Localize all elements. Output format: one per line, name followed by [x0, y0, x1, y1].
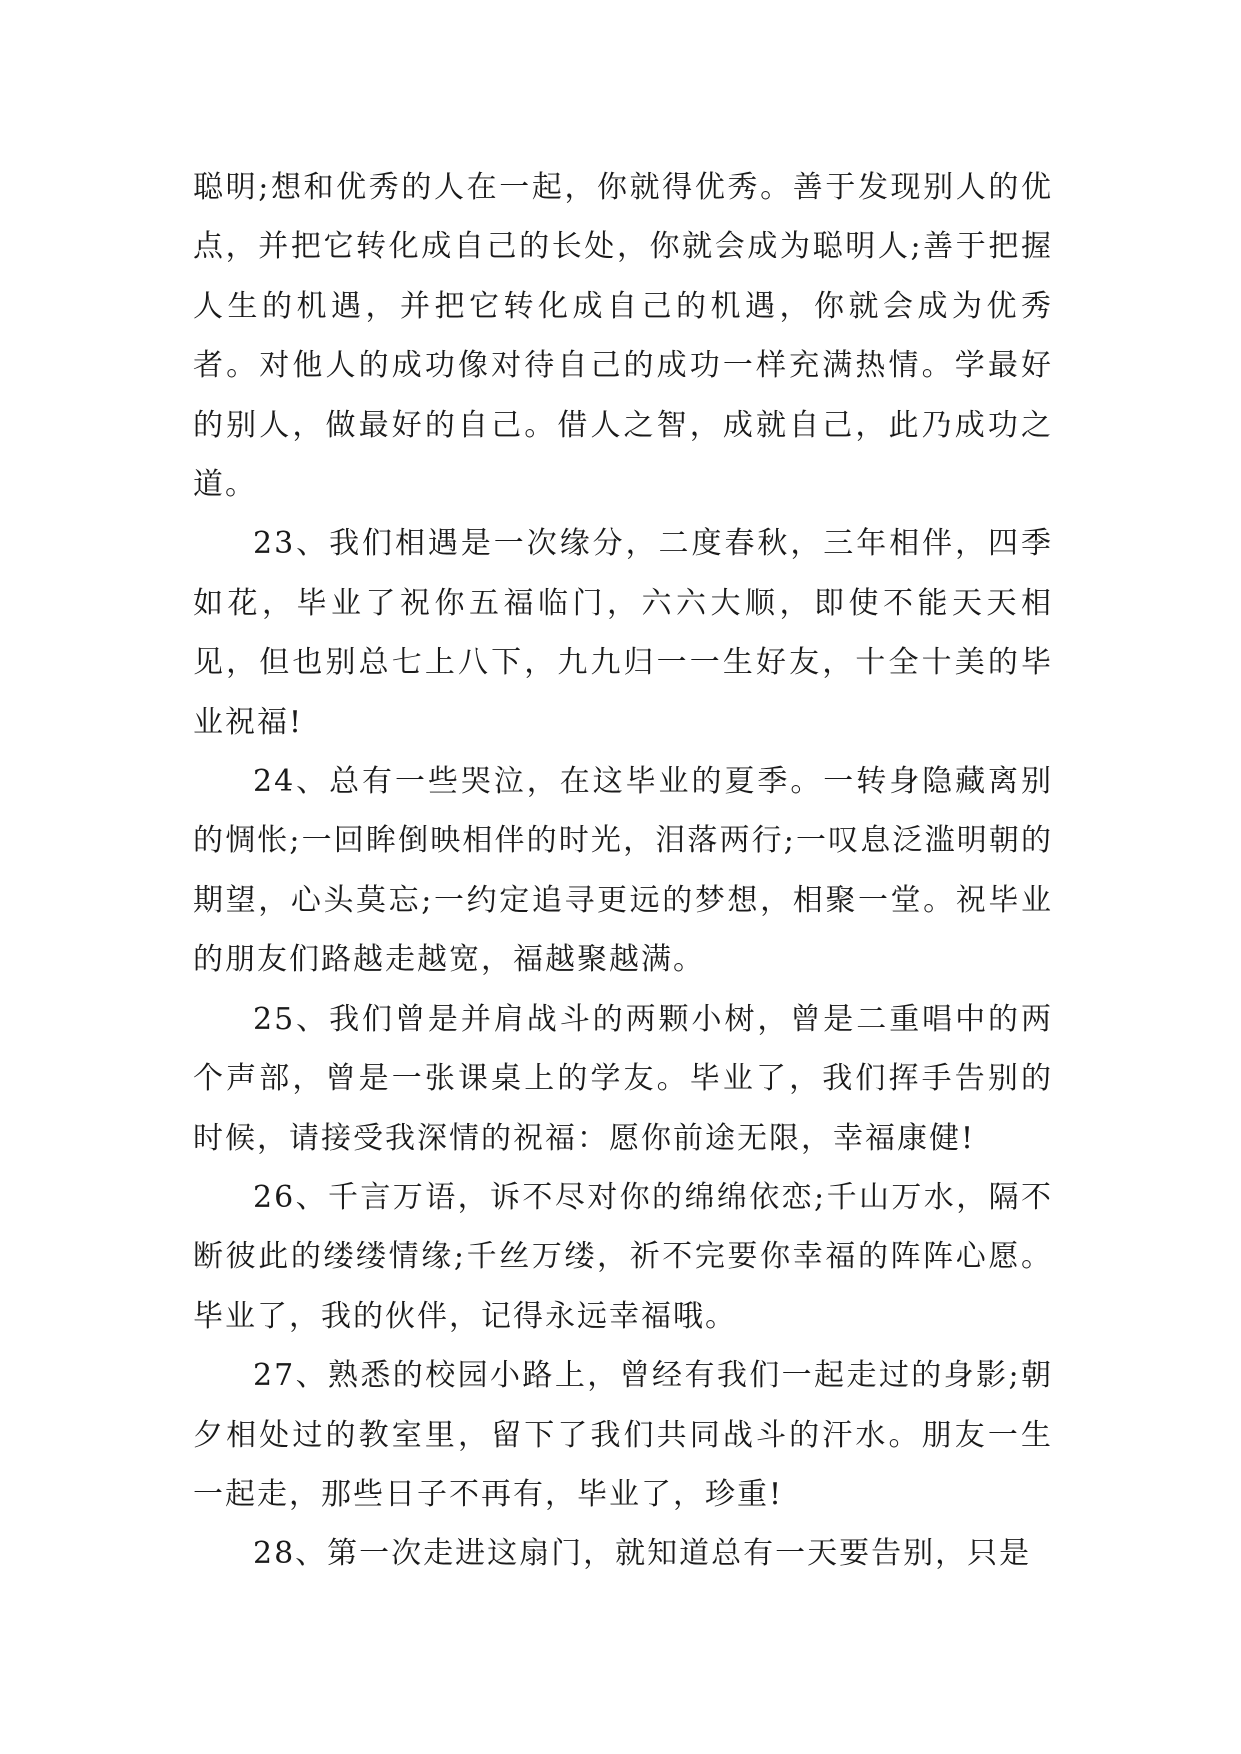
- document-body: [193, 158, 1053, 1584]
- paragraph-24: 24、总有一些哭泣，在这毕业的夏季。一转身隐藏离别的惆怅;一回眸倒映相伴的时光，泪落两行;一叹息泛滥明朝的期望，心头莫忘;一约定追寻更远的梦想，相聚一堂。祝毕业的朋友们路越走越宽，福越聚越满。: [193, 764, 1053, 978]
- paragraph-27: 27、熟悉的校园小路上，曾经有我们一起走过的身影;朝夕相处过的教室里，留下了我们共同战斗的汗水。朋友一生一起走，那些日子不再有，毕业了，珍重!: [193, 1358, 1053, 1512]
- paragraph-26: 26、千言万语，诉不尽对你的绵绵依恋;千山万水，隔不断彼此的缕缕情缘;千丝万缕，祈不完要你幸福的阵阵心愿。毕业了，我的伙伴，记得永远幸福哦。: [193, 1179, 1053, 1334]
- paragraph-25: 25、我们曾是并肩战斗的两颗小树，曾是二重唱中的两个声部，曾是一张课桌上的学友。毕业了，我们挥手告别的时候，请接受我深情的祝福：愿你前途无限，幸福康健!: [193, 1001, 1053, 1156]
- paragraph-23: 23、我们相遇是一次缘分，二度春秋，三年相伴，四季如花，毕业了祝你五福临门，六六大顺，即使不能天天相见，但也别总七上八下，九九归一一生好友，十全十美的毕业祝福!: [193, 526, 1053, 740]
- paragraph-continuation: 聪明;想和优秀的人在一起，你就得优秀。善于发现别人的优点，并把它转化成自己的长处，你就会成为聪明人;善于把握人生的机遇，并把它转化成自己的机遇，你就会成为优秀者。对他人的成功像对待自己的成功一样充满热情。学最好的别人，做最好的自己。借人之智，成就自己，此乃成功之道。: [193, 170, 1053, 503]
- paragraph-28: 28、第一次走进这扇门，就知道总有一天要告别，只是: [253, 1536, 1032, 1572]
